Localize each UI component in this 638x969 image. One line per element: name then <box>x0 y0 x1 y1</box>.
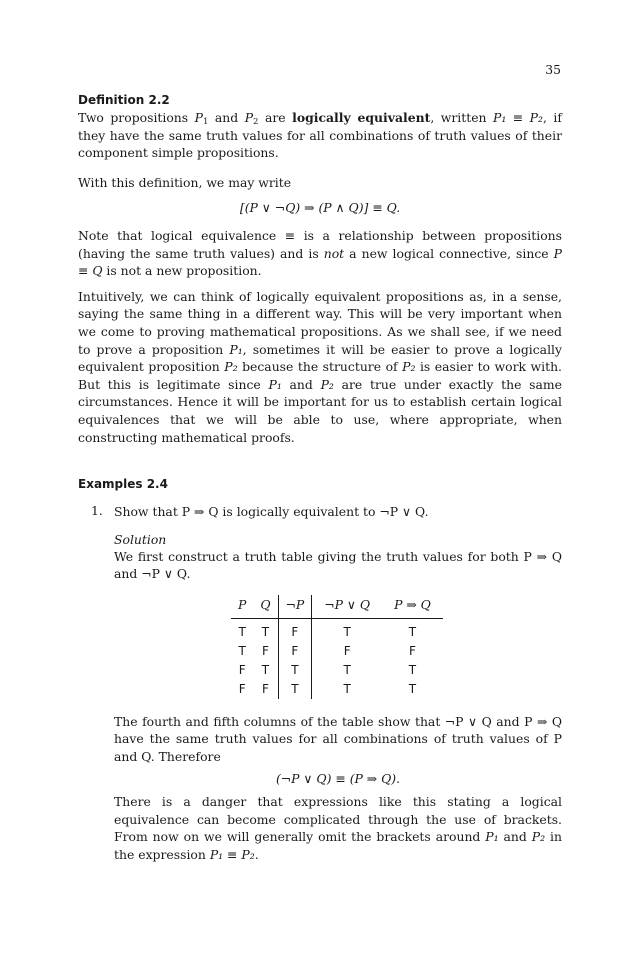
note-paragraph <box>78 227 562 280</box>
table-cell: T <box>343 681 351 696</box>
header-q: Q <box>253 595 278 619</box>
intuition-p2: P₂ <box>224 359 238 375</box>
intuition-p2c: P₂ <box>320 376 334 392</box>
definition-text-3: are <box>258 110 293 125</box>
example-statement: Show that P ⇒ Q is logically equivalent to ¬P ∨ Q. <box>114 504 429 520</box>
conclusion-formula: (¬P ∨ Q) ≡ (P ⇒ Q). <box>275 770 401 786</box>
table-cell: T <box>343 662 351 677</box>
table-cell: F <box>278 642 312 661</box>
definition-heading: Definition 2.2 <box>78 93 170 107</box>
table-cell: F <box>253 680 278 699</box>
p1-subscript: 1 <box>202 117 209 127</box>
definition-text-5: , if they have the same truth values for all combinations of truth values of their component simple propositions. <box>78 110 562 161</box>
danger-text-3: in the expression <box>114 829 562 863</box>
danger-p2: P₂ <box>531 829 546 845</box>
intuition-text-6: are true under exactly the same circumstances. Hence it will be important for us to establish certain logical equivalences that we will be able to use, where appropriate, when constructing mathematical proofs. <box>78 376 562 445</box>
danger-expression: P₁ ≡ P₂ <box>209 847 255 863</box>
danger-text-2: and <box>498 829 532 845</box>
example-list <box>78 503 562 864</box>
table-row <box>231 680 443 699</box>
definition-text-4: , written <box>430 110 494 125</box>
intuition-paragraph <box>78 288 562 446</box>
danger-paragraph <box>114 793 562 863</box>
truth-table-header <box>231 595 443 619</box>
intuition-text-1: Intuitively, we can think of logically equivalent propositions as, in a sense, saying the same thing in a different way. This will be very important when we come to proving mathematical propositions. As we shall see, if we need to prove a proposition <box>78 288 562 357</box>
header-p-implies-q: P ⇒ Q <box>382 595 443 619</box>
table-row <box>231 642 443 661</box>
solution-intro: We first construct a truth table giving the truth values for both P ⇒ Q and ¬P ∨ Q. <box>114 548 562 582</box>
example-item <box>78 503 562 864</box>
note-text-1: Note that logical equivalence ≡ is a relationship between propositions (having the same truth values) and is <box>78 227 562 261</box>
table-cell: T <box>408 662 417 677</box>
solution-label: Solution <box>114 531 167 547</box>
table-cell: F <box>253 642 278 661</box>
intro-text: With this definition, we may write <box>78 174 292 190</box>
table-cell: T <box>408 624 417 639</box>
definition-term: logically equivalent <box>292 110 431 125</box>
table-cell: T <box>253 661 278 680</box>
truth-table <box>231 595 443 699</box>
danger-p1: P₁ <box>485 829 499 845</box>
page-content <box>78 92 562 864</box>
p2-symbol: P <box>244 110 254 125</box>
table-cell: F <box>409 643 416 658</box>
conclusion-text: The fourth and fifth columns of the table show that ¬P ∨ Q and P ⇒ Q have the same truth values for all combinations of truth values of P and Q. Therefore <box>114 713 562 765</box>
danger-text-1: There is a danger that expressions like this stating a logical equivalence can become complicated through the use of brackets. From now on we will generally omit the brackets around <box>114 794 562 845</box>
intuition-text-5: and <box>281 376 321 392</box>
danger-text-4: . <box>254 847 259 863</box>
table-cell: T <box>238 624 246 639</box>
table-row <box>231 661 443 680</box>
table-cell: F <box>238 662 246 677</box>
header-not-p: ¬P <box>278 595 312 619</box>
page-number: 35 <box>545 62 561 77</box>
note-text-3: is not a new proposition. <box>102 263 262 279</box>
note-text-2: a new logical connective, since <box>344 245 554 261</box>
intuition-p1b: P₁ <box>268 376 282 392</box>
intuition-text-4: is easier to work with. But this is legitimate since <box>78 359 562 392</box>
note-emphasis: not <box>323 245 345 261</box>
table-cell: T <box>238 643 246 658</box>
table-cell: F <box>343 643 351 658</box>
table-cell: T <box>343 624 351 639</box>
header-not-p-or-q: ¬P ∨ Q <box>312 595 382 619</box>
intuition-text-3: because the structure of <box>237 359 403 375</box>
p1-symbol: P <box>194 110 203 125</box>
intuition-text-2: , sometimes it will be easier to prove a logically equivalent proposition <box>78 341 562 375</box>
table-row <box>231 618 443 642</box>
table-cell: F <box>238 681 246 696</box>
table-cell: T <box>278 661 312 680</box>
intuition-p2b: P₂ <box>402 359 416 375</box>
definition-text-2: and <box>208 110 245 125</box>
p2-subscript: 2 <box>253 117 259 127</box>
definition-body <box>78 109 562 162</box>
table-cell: T <box>278 680 312 699</box>
header-p: P <box>231 595 253 619</box>
definition-text-1: Two propositions <box>78 110 195 125</box>
table-cell: T <box>253 618 278 642</box>
example-number: 1. <box>91 503 103 519</box>
intuition-p1: P₁ <box>229 341 243 357</box>
examples-heading: Examples 2.4 <box>78 477 168 492</box>
table-cell: F <box>278 618 312 642</box>
note-expression: P ≡ Q <box>78 245 562 279</box>
display-formula: [(P ∨ ¬Q) ⇒ (P ∧ Q)] ≡ Q. <box>239 200 401 216</box>
equivalence-expression: P₁ ≡ P₂ <box>493 110 543 125</box>
table-cell: T <box>408 681 417 696</box>
